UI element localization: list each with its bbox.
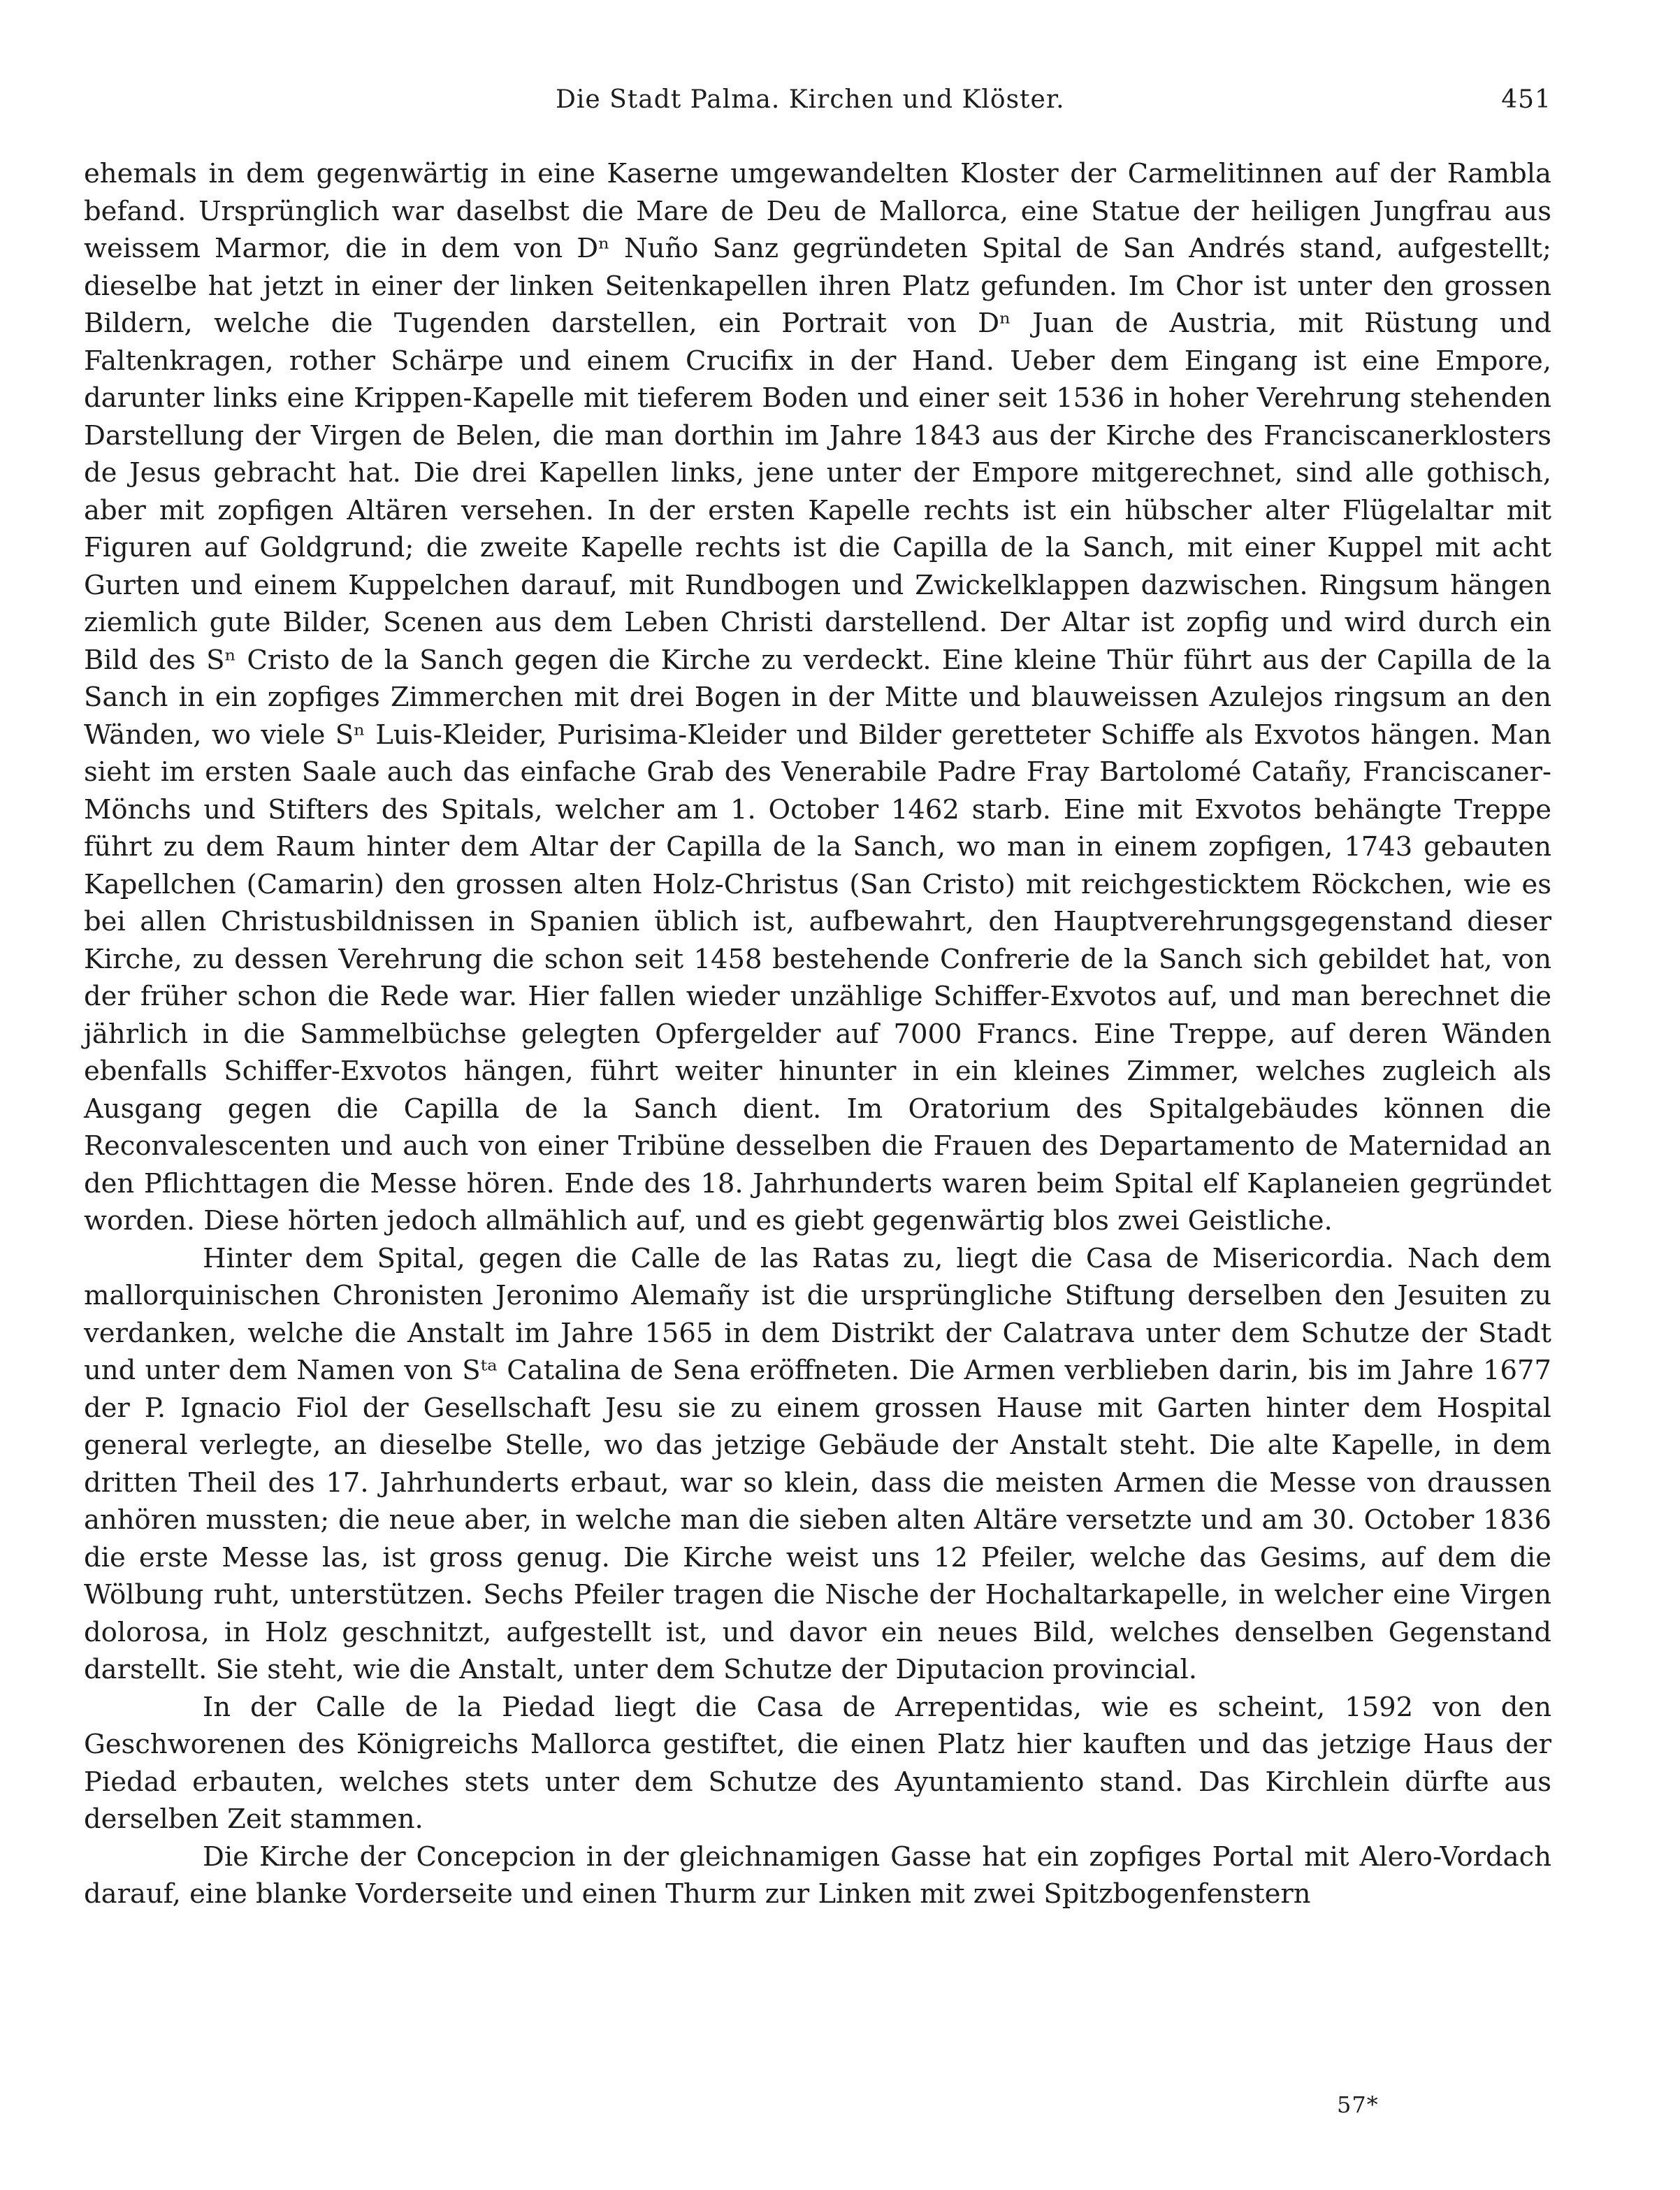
header-title: Die Stadt Palma. Kirchen und Klöster. <box>556 85 1065 114</box>
running-header <box>84 85 1551 120</box>
body-text <box>84 155 1551 1913</box>
paragraph-continued: ehemals in dem gegenwärtig in eine Kaserne umgewandelten Kloster der Carmelitinnen auf der Rambla befand. Ursprünglich war daselbst die Mare de Deu de Mallorca, eine Statue der heiligen Jungfrau aus weissem Marmor, die in dem von Dⁿ Nuño Sanz gegründeten Spital de San Andrés stand, aufgestellt; dieselbe hat jetzt in einer der linken Seitenkapellen ihren Platz gefunden. Im Chor ist unter den grossen Bildern, welche die Tugenden darstellen, ein Portrait von Dⁿ Juan de Austria, mit Rüstung und Faltenkragen, rother Schärpe und einem Crucifix in der Hand. Ueber dem Eingang ist eine Empore, darunter links eine Krippen-Kapelle mit tieferem Boden und einer seit 1536 in hoher Verehrung stehenden Darstellung der Virgen de Belen, die man dorthin im Jahre 1843 aus der Kirche des Franciscanerklosters de Jesus gebracht hat. Die drei Kapellen links, jene unter der Empore mitgerechnet, sind alle gothisch, aber mit zopfigen Altären versehen. In der ersten Kapelle rechts ist ein hübscher alter Flügelaltar mit Figuren auf Goldgrund; die zweite Kapelle rechts ist die Capilla de la Sanch, mit einer Kuppel mit acht Gurten und einem Kuppelchen darauf, mit Rundbogen und Zwickelklappen dazwischen. Ringsum hängen ziemlich gute Bilder, Scenen aus dem Leben Christi darstellend. Der Altar ist zopfig und wird durch ein Bild des Sⁿ Cristo de la Sanch gegen die Kirche zu verdeckt. Eine kleine Thür führt aus der Capilla de la Sanch in ein zopfiges Zimmerchen mit drei Bogen in der Mitte und blauweissen Azulejos ringsum an den Wänden, wo viele Sⁿ Luis-Kleider, Purisima-Kleider und Bilder geretteter Schiffe als Exvotos hängen. Man sieht im ersten Saale auch das einfache Grab des Venerabile Padre Fray Bartolomé Catañy, Franciscaner-Mönchs und Stifters des Spitals, welcher am 1. October 1462 starb. Eine mit Exvotos behängte Treppe führt zu dem Raum hinter dem Altar der Capilla de la Sanch, wo man in einem zopfigen, 1743 gebauten Kapellchen (Camarin) den grossen alten Holz-Christus (San Cristo) mit reichgesticktem Röckchen, wie es bei allen Christusbildnissen in Spanien üblich ist, aufbewahrt, den Hauptverehrungsgegenstand dieser Kirche, zu dessen Verehrung die schon seit 1458 bestehende Confrerie de la Sanch sich gebildet hat, von der früher schon die Rede war. Hier fallen wieder unzählige Schiffer-Exvotos auf, und man berechnet die jährlich in die Sammelbüchse gelegten Opfergelder auf 7000 Francs. Eine Treppe, auf deren Wänden ebenfalls Schiffer-Exvotos hängen, führt weiter hinunter in ein kleines Zimmer, welches zugleich als Ausgang gegen die Capilla de la Sanch dient. Im Oratorium des Spitalgebäudes können die Reconvalescenten und auch von einer Tribüne desselben die Frauen des Departamento de Maternidad an den Pflichttagen die Messe hören. Ende des 18. Jahrhunderts waren beim Spital elf Kaplaneien gegründet worden. Diese hörten jedoch allmählich auf, und es giebt gegenwärtig blos zwei Geistliche. <box>84 158 1551 1237</box>
printer-signature-mark: 57* <box>1337 2091 1379 2118</box>
paragraph-casa-de-arrepentidas: In der Calle de la Piedad liegt die Casa de Arrepentidas, wie es scheint, 1592 von den Geschworenen des Königreichs Mallorca gestiftet, die einen Platz hier kauften und das jetzige Haus der Piedad erbauten, welches stets unter dem Schutze des Ayuntamiento stand. Das Kirchlein dürfte aus derselben Zeit stammen. <box>84 1691 1551 1835</box>
paragraph-casa-de-misericordia: Hinter dem Spital, gegen die Calle de las Ratas zu, liegt die Casa de Misericordia. Nach dem mallorquinischen Chronisten Jeronimo Alemañy ist die ursprüngliche Stiftung derselben den Jesuiten zu verdanken, welche die Anstalt im Jahre 1565 in dem Distrikt der Calatrava unter dem Schutze der Stadt und unter dem Namen von Sᵗᵃ Catalina de Sena eröffneten. Die Armen verblieben darin, bis im Jahre 1677 der P. Ignacio Fiol der Gesellschaft Jesu sie zu einem grossen Hause mit Garten hinter dem Hospital general verlegte, an dieselbe Stelle, wo das jetzige Gebäude der Anstalt steht. Die alte Kapelle, in dem dritten Theil des 17. Jahrhunderts erbaut, war so klein, dass die meisten Armen die Messe von draussen anhören mussten; die neue aber, in welche man die sieben alten Altäre versetzte und am 30. October 1836 die erste Messe las, ist gross genug. Die Kirche weist uns 12 Pfeiler, welche das Gesims, auf dem die Wölbung ruht, unterstützen. Sechs Pfeiler tragen die Nische der Hochaltarkapelle, in welcher eine Virgen dolorosa, in Holz geschnitzt, aufgestellt ist, und davor ein neues Bild, welches denselben Gegenstand darstellt. Sie steht, wie die Anstalt, unter dem Schutze der Diputacion provincial. <box>84 1242 1551 1685</box>
book-page <box>84 0 1551 2190</box>
paragraph-kirche-der-concepcion: Die Kirche der Concepcion in der gleichnamigen Gasse hat ein zopfiges Portal mit Alero-Vordach darauf, eine blanke Vorderseite und einen Thurm zur Linken mit zwei Spitzbogenfenstern <box>84 1840 1551 1910</box>
page-number: 451 <box>1501 85 1551 114</box>
